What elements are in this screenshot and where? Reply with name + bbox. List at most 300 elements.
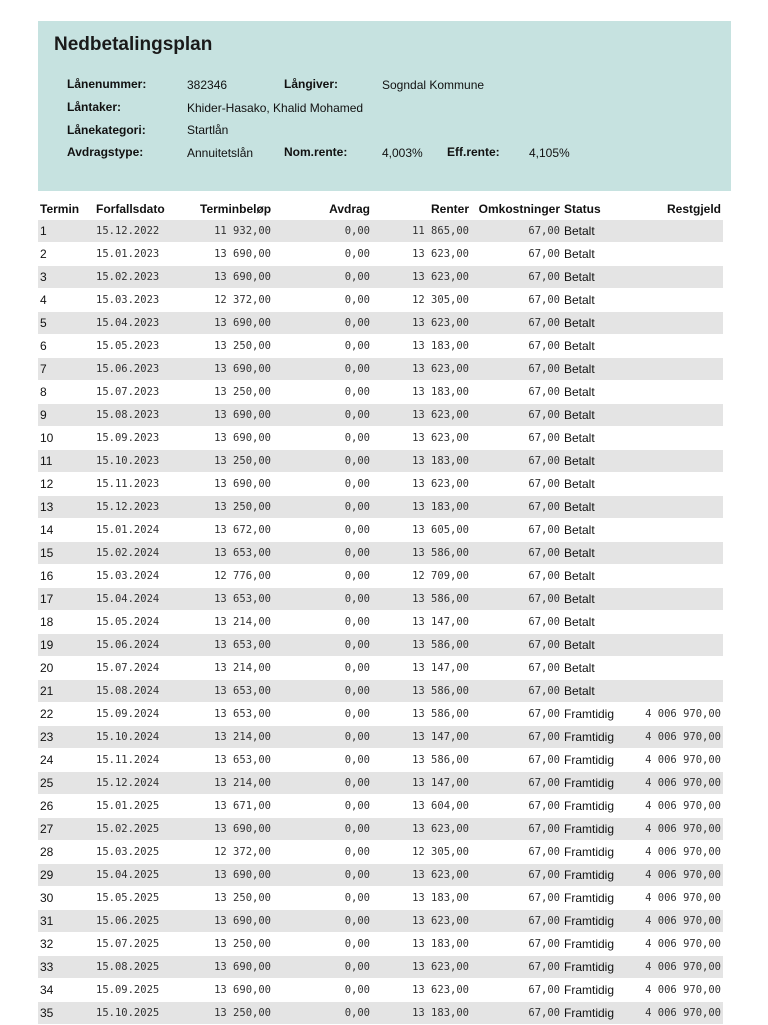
cell-termin: 29 <box>38 864 94 887</box>
cell-terminbelop: 13 214,00 <box>174 726 273 749</box>
cell-restgjeld <box>621 634 723 657</box>
cell-termin: 11 <box>38 450 94 473</box>
cell-terminbelop: 13 653,00 <box>174 680 273 703</box>
cell-avdrag: 0,00 <box>273 864 372 887</box>
page-title: Nedbetalingsplan <box>54 34 213 55</box>
table-row <box>38 519 723 542</box>
cell-status: Betalt <box>562 404 621 427</box>
cell-forfallsdato: 15.07.2024 <box>94 657 174 680</box>
cell-terminbelop: 13 653,00 <box>174 542 273 565</box>
cell-avdrag: 0,00 <box>273 841 372 864</box>
cell-avdrag: 0,00 <box>273 680 372 703</box>
cell-avdrag: 0,00 <box>273 220 372 243</box>
cell-termin: 35 <box>38 1002 94 1025</box>
cell-termin: 25 <box>38 772 94 795</box>
cell-status: Betalt <box>562 289 621 312</box>
cell-omkostninger: 67,00 <box>471 841 562 864</box>
cell-status: Framtidig <box>562 726 621 749</box>
cell-renter: 13 623,00 <box>372 243 471 266</box>
cell-restgjeld: 4 006 970,00 <box>621 910 723 933</box>
table-row <box>38 864 723 887</box>
cell-restgjeld: 4 006 970,00 <box>621 1002 723 1025</box>
cell-omkostninger: 67,00 <box>471 864 562 887</box>
cell-forfallsdato: 15.10.2024 <box>94 726 174 749</box>
cell-omkostninger: 67,00 <box>471 243 562 266</box>
cell-omkostninger: 67,00 <box>471 979 562 1002</box>
column-header-status: Status <box>564 202 601 216</box>
cell-restgjeld: 4 006 970,00 <box>621 841 723 864</box>
cell-forfallsdato: 15.01.2023 <box>94 243 174 266</box>
cell-omkostninger: 67,00 <box>471 772 562 795</box>
cell-omkostninger: 67,00 <box>471 427 562 450</box>
table-row <box>38 335 723 358</box>
cell-termin: 21 <box>38 680 94 703</box>
cell-restgjeld <box>621 565 723 588</box>
cell-status: Betalt <box>562 496 621 519</box>
installment-type-label: Avdragstype: <box>67 145 144 159</box>
table-row <box>38 910 723 933</box>
cell-status: Betalt <box>562 542 621 565</box>
cell-avdrag: 0,00 <box>273 749 372 772</box>
cell-forfallsdato: 15.05.2024 <box>94 611 174 634</box>
cell-status: Framtidig <box>562 979 621 1002</box>
cell-terminbelop: 13 690,00 <box>174 358 273 381</box>
table-row <box>38 243 723 266</box>
table-row <box>38 542 723 565</box>
cell-avdrag: 0,00 <box>273 657 372 680</box>
cell-restgjeld <box>621 427 723 450</box>
cell-terminbelop: 13 671,00 <box>174 795 273 818</box>
cell-forfallsdato: 15.08.2024 <box>94 680 174 703</box>
cell-terminbelop: 13 653,00 <box>174 749 273 772</box>
cell-forfallsdato: 15.06.2023 <box>94 358 174 381</box>
lender-label: Långiver: <box>284 77 339 91</box>
repayment-table <box>38 198 723 1025</box>
cell-renter: 12 305,00 <box>372 841 471 864</box>
cell-omkostninger: 67,00 <box>471 749 562 772</box>
borrower-label: Låntaker: <box>67 100 122 114</box>
cell-status: Betalt <box>562 473 621 496</box>
cell-terminbelop: 13 690,00 <box>174 266 273 289</box>
cell-termin: 8 <box>38 381 94 404</box>
cell-termin: 3 <box>38 266 94 289</box>
cell-termin: 14 <box>38 519 94 542</box>
table-row <box>38 611 723 634</box>
table-row <box>38 680 723 703</box>
cell-terminbelop: 12 372,00 <box>174 841 273 864</box>
cell-omkostninger: 67,00 <box>471 404 562 427</box>
table-row <box>38 979 723 1002</box>
cell-forfallsdato: 15.09.2023 <box>94 427 174 450</box>
table-row <box>38 1002 723 1025</box>
cell-avdrag: 0,00 <box>273 979 372 1002</box>
cell-omkostninger: 67,00 <box>471 910 562 933</box>
cell-omkostninger: 67,00 <box>471 657 562 680</box>
cell-avdrag: 0,00 <box>273 266 372 289</box>
cell-restgjeld <box>621 496 723 519</box>
table-row <box>38 473 723 496</box>
cell-termin: 26 <box>38 795 94 818</box>
cell-avdrag: 0,00 <box>273 565 372 588</box>
cell-terminbelop: 13 653,00 <box>174 588 273 611</box>
cell-forfallsdato: 15.08.2023 <box>94 404 174 427</box>
cell-restgjeld: 4 006 970,00 <box>621 818 723 841</box>
cell-forfallsdato: 15.01.2025 <box>94 795 174 818</box>
cell-renter: 13 147,00 <box>372 611 471 634</box>
cell-forfallsdato: 15.04.2025 <box>94 864 174 887</box>
cell-terminbelop: 13 250,00 <box>174 887 273 910</box>
table-row <box>38 312 723 335</box>
cell-omkostninger: 67,00 <box>471 450 562 473</box>
cell-forfallsdato: 15.08.2025 <box>94 956 174 979</box>
cell-renter: 13 623,00 <box>372 979 471 1002</box>
borrower-value: Khider-Hasako, Khalid Mohamed <box>187 101 364 115</box>
cell-restgjeld <box>621 312 723 335</box>
cell-forfallsdato: 15.01.2024 <box>94 519 174 542</box>
cell-status: Framtidig <box>562 749 621 772</box>
cell-restgjeld: 4 006 970,00 <box>621 772 723 795</box>
table-row <box>38 956 723 979</box>
cell-status: Betalt <box>562 519 621 542</box>
loan-category-value: Startlån <box>187 123 229 137</box>
loan-summary-panel <box>38 21 731 191</box>
cell-status: Betalt <box>562 680 621 703</box>
cell-termin: 10 <box>38 427 94 450</box>
cell-forfallsdato: 15.07.2025 <box>94 933 174 956</box>
table-row <box>38 266 723 289</box>
cell-avdrag: 0,00 <box>273 243 372 266</box>
cell-forfallsdato: 15.02.2023 <box>94 266 174 289</box>
cell-avdrag: 0,00 <box>273 588 372 611</box>
cell-terminbelop: 13 690,00 <box>174 910 273 933</box>
cell-status: Betalt <box>562 427 621 450</box>
table-row <box>38 772 723 795</box>
cell-status: Framtidig <box>562 864 621 887</box>
cell-restgjeld <box>621 266 723 289</box>
cell-restgjeld <box>621 220 723 243</box>
cell-status: Betalt <box>562 312 621 335</box>
table-header-row <box>38 198 723 220</box>
table-row <box>38 588 723 611</box>
cell-restgjeld <box>621 542 723 565</box>
cell-termin: 7 <box>38 358 94 381</box>
cell-avdrag: 0,00 <box>273 726 372 749</box>
cell-omkostninger: 67,00 <box>471 381 562 404</box>
cell-renter: 13 183,00 <box>372 496 471 519</box>
cell-restgjeld <box>621 611 723 634</box>
cell-terminbelop: 13 214,00 <box>174 657 273 680</box>
column-header-omkostninger: Omkostninger <box>478 202 560 216</box>
cell-status: Framtidig <box>562 703 621 726</box>
cell-termin: 34 <box>38 979 94 1002</box>
cell-forfallsdato: 15.02.2025 <box>94 818 174 841</box>
cell-status: Betalt <box>562 220 621 243</box>
cell-forfallsdato: 15.09.2024 <box>94 703 174 726</box>
cell-renter: 13 623,00 <box>372 956 471 979</box>
cell-terminbelop: 13 690,00 <box>174 312 273 335</box>
cell-avdrag: 0,00 <box>273 795 372 818</box>
table-row <box>38 634 723 657</box>
installment-type-value: Annuitetslån <box>187 146 254 160</box>
cell-forfallsdato: 15.05.2023 <box>94 335 174 358</box>
table-row <box>38 220 723 243</box>
cell-avdrag: 0,00 <box>273 611 372 634</box>
cell-avdrag: 0,00 <box>273 289 372 312</box>
cell-status: Framtidig <box>562 887 621 910</box>
cell-restgjeld <box>621 519 723 542</box>
cell-terminbelop: 13 690,00 <box>174 473 273 496</box>
cell-status: Framtidig <box>562 933 621 956</box>
cell-status: Framtidig <box>562 795 621 818</box>
nominal-rate-value: 4,003% <box>382 146 423 160</box>
effective-rate-label: Eff.rente: <box>447 145 500 159</box>
cell-renter: 13 183,00 <box>372 933 471 956</box>
cell-terminbelop: 13 690,00 <box>174 818 273 841</box>
cell-terminbelop: 13 690,00 <box>174 243 273 266</box>
cell-omkostninger: 67,00 <box>471 703 562 726</box>
cell-termin: 24 <box>38 749 94 772</box>
cell-termin: 13 <box>38 496 94 519</box>
cell-restgjeld <box>621 588 723 611</box>
cell-status: Betalt <box>562 565 621 588</box>
cell-termin: 1 <box>38 220 94 243</box>
table-row <box>38 496 723 519</box>
table-row <box>38 450 723 473</box>
cell-avdrag: 0,00 <box>273 703 372 726</box>
cell-restgjeld <box>621 358 723 381</box>
cell-renter: 13 147,00 <box>372 772 471 795</box>
cell-termin: 30 <box>38 887 94 910</box>
table-row <box>38 749 723 772</box>
table-row <box>38 381 723 404</box>
table-row <box>38 657 723 680</box>
cell-termin: 23 <box>38 726 94 749</box>
cell-omkostninger: 67,00 <box>471 634 562 657</box>
cell-status: Framtidig <box>562 841 621 864</box>
cell-omkostninger: 67,00 <box>471 542 562 565</box>
cell-terminbelop: 13 690,00 <box>174 404 273 427</box>
cell-restgjeld <box>621 335 723 358</box>
cell-forfallsdato: 15.10.2023 <box>94 450 174 473</box>
cell-status: Framtidig <box>562 772 621 795</box>
cell-termin: 9 <box>38 404 94 427</box>
table-row <box>38 818 723 841</box>
cell-omkostninger: 67,00 <box>471 795 562 818</box>
cell-renter: 12 709,00 <box>372 565 471 588</box>
cell-status: Framtidig <box>562 1002 621 1025</box>
cell-restgjeld <box>621 473 723 496</box>
loan-category-label: Lånekategori: <box>67 123 146 137</box>
cell-terminbelop: 13 672,00 <box>174 519 273 542</box>
cell-omkostninger: 67,00 <box>471 887 562 910</box>
cell-avdrag: 0,00 <box>273 818 372 841</box>
cell-terminbelop: 12 372,00 <box>174 289 273 312</box>
column-header-termin: Termin <box>40 202 80 216</box>
cell-terminbelop: 11 932,00 <box>174 220 273 243</box>
cell-avdrag: 0,00 <box>273 542 372 565</box>
cell-termin: 15 <box>38 542 94 565</box>
cell-restgjeld: 4 006 970,00 <box>621 795 723 818</box>
cell-status: Betalt <box>562 266 621 289</box>
cell-renter: 11 865,00 <box>372 220 471 243</box>
cell-restgjeld: 4 006 970,00 <box>621 864 723 887</box>
cell-forfallsdato: 15.04.2024 <box>94 588 174 611</box>
cell-omkostninger: 67,00 <box>471 818 562 841</box>
cell-restgjeld <box>621 680 723 703</box>
cell-status: Betalt <box>562 358 621 381</box>
table-row <box>38 289 723 312</box>
cell-termin: 17 <box>38 588 94 611</box>
cell-restgjeld <box>621 404 723 427</box>
cell-terminbelop: 13 690,00 <box>174 956 273 979</box>
table-row <box>38 795 723 818</box>
cell-omkostninger: 67,00 <box>471 933 562 956</box>
cell-forfallsdato: 15.03.2025 <box>94 841 174 864</box>
cell-avdrag: 0,00 <box>273 496 372 519</box>
cell-status: Framtidig <box>562 910 621 933</box>
effective-rate-value: 4,105% <box>529 146 570 160</box>
cell-restgjeld <box>621 243 723 266</box>
column-header-terminbelop: Terminbeløp <box>200 202 272 216</box>
table-row <box>38 703 723 726</box>
cell-termin: 2 <box>38 243 94 266</box>
cell-omkostninger: 67,00 <box>471 956 562 979</box>
cell-renter: 13 183,00 <box>372 887 471 910</box>
cell-restgjeld: 4 006 970,00 <box>621 979 723 1002</box>
cell-terminbelop: 13 250,00 <box>174 335 273 358</box>
cell-renter: 13 586,00 <box>372 542 471 565</box>
cell-omkostninger: 67,00 <box>471 358 562 381</box>
table-row <box>38 841 723 864</box>
cell-omkostninger: 67,00 <box>471 588 562 611</box>
table-row <box>38 726 723 749</box>
cell-renter: 13 586,00 <box>372 703 471 726</box>
cell-forfallsdato: 15.07.2023 <box>94 381 174 404</box>
cell-forfallsdato: 15.03.2023 <box>94 289 174 312</box>
cell-termin: 31 <box>38 910 94 933</box>
cell-avdrag: 0,00 <box>273 634 372 657</box>
column-header-forfallsdato: Forfallsdato <box>96 202 165 216</box>
cell-termin: 32 <box>38 933 94 956</box>
cell-renter: 13 623,00 <box>372 473 471 496</box>
cell-forfallsdato: 15.04.2023 <box>94 312 174 335</box>
cell-termin: 20 <box>38 657 94 680</box>
cell-terminbelop: 13 653,00 <box>174 703 273 726</box>
cell-restgjeld <box>621 381 723 404</box>
cell-omkostninger: 67,00 <box>471 1002 562 1025</box>
cell-avdrag: 0,00 <box>273 887 372 910</box>
cell-terminbelop: 12 776,00 <box>174 565 273 588</box>
cell-forfallsdato: 15.11.2023 <box>94 473 174 496</box>
cell-status: Framtidig <box>562 956 621 979</box>
cell-termin: 4 <box>38 289 94 312</box>
cell-termin: 28 <box>38 841 94 864</box>
cell-terminbelop: 13 250,00 <box>174 381 273 404</box>
cell-terminbelop: 13 690,00 <box>174 427 273 450</box>
cell-termin: 6 <box>38 335 94 358</box>
cell-status: Betalt <box>562 588 621 611</box>
cell-restgjeld: 4 006 970,00 <box>621 726 723 749</box>
cell-forfallsdato: 15.12.2024 <box>94 772 174 795</box>
lender-value: Sogndal Kommune <box>382 78 485 92</box>
cell-renter: 13 147,00 <box>372 726 471 749</box>
cell-omkostninger: 67,00 <box>471 565 562 588</box>
cell-omkostninger: 67,00 <box>471 289 562 312</box>
cell-avdrag: 0,00 <box>273 956 372 979</box>
cell-omkostninger: 67,00 <box>471 220 562 243</box>
cell-renter: 12 305,00 <box>372 289 471 312</box>
cell-avdrag: 0,00 <box>273 427 372 450</box>
cell-termin: 12 <box>38 473 94 496</box>
cell-termin: 18 <box>38 611 94 634</box>
cell-renter: 13 183,00 <box>372 381 471 404</box>
cell-forfallsdato: 15.12.2022 <box>94 220 174 243</box>
table-row <box>38 565 723 588</box>
cell-terminbelop: 13 690,00 <box>174 979 273 1002</box>
cell-avdrag: 0,00 <box>273 772 372 795</box>
cell-renter: 13 586,00 <box>372 634 471 657</box>
cell-forfallsdato: 15.02.2024 <box>94 542 174 565</box>
cell-omkostninger: 67,00 <box>471 496 562 519</box>
cell-forfallsdato: 15.10.2025 <box>94 1002 174 1025</box>
cell-termin: 22 <box>38 703 94 726</box>
cell-status: Betalt <box>562 335 621 358</box>
table-row <box>38 933 723 956</box>
cell-termin: 27 <box>38 818 94 841</box>
table-row <box>38 358 723 381</box>
cell-restgjeld <box>621 450 723 473</box>
cell-avdrag: 0,00 <box>273 358 372 381</box>
cell-renter: 13 605,00 <box>372 519 471 542</box>
cell-avdrag: 0,00 <box>273 450 372 473</box>
cell-forfallsdato: 15.03.2024 <box>94 565 174 588</box>
cell-renter: 13 183,00 <box>372 1002 471 1025</box>
cell-restgjeld <box>621 657 723 680</box>
cell-terminbelop: 13 250,00 <box>174 1002 273 1025</box>
cell-omkostninger: 67,00 <box>471 519 562 542</box>
cell-renter: 13 623,00 <box>372 358 471 381</box>
cell-renter: 13 586,00 <box>372 588 471 611</box>
cell-forfallsdato: 15.05.2025 <box>94 887 174 910</box>
cell-renter: 13 183,00 <box>372 335 471 358</box>
column-header-restgjeld: Restgjeld <box>666 202 721 216</box>
cell-avdrag: 0,00 <box>273 381 372 404</box>
cell-status: Betalt <box>562 381 621 404</box>
cell-renter: 13 623,00 <box>372 404 471 427</box>
cell-renter: 13 604,00 <box>372 795 471 818</box>
cell-omkostninger: 67,00 <box>471 473 562 496</box>
cell-avdrag: 0,00 <box>273 404 372 427</box>
cell-status: Betalt <box>562 611 621 634</box>
cell-omkostninger: 67,00 <box>471 266 562 289</box>
cell-status: Betalt <box>562 657 621 680</box>
cell-restgjeld: 4 006 970,00 <box>621 749 723 772</box>
cell-terminbelop: 13 690,00 <box>174 864 273 887</box>
column-header-avdrag: Avdrag <box>329 202 370 216</box>
cell-omkostninger: 67,00 <box>471 611 562 634</box>
cell-renter: 13 623,00 <box>372 818 471 841</box>
cell-termin: 16 <box>38 565 94 588</box>
cell-avdrag: 0,00 <box>273 910 372 933</box>
cell-avdrag: 0,00 <box>273 1002 372 1025</box>
cell-avdrag: 0,00 <box>273 473 372 496</box>
cell-termin: 19 <box>38 634 94 657</box>
cell-renter: 13 183,00 <box>372 450 471 473</box>
cell-terminbelop: 13 214,00 <box>174 611 273 634</box>
cell-terminbelop: 13 250,00 <box>174 450 273 473</box>
cell-restgjeld: 4 006 970,00 <box>621 887 723 910</box>
cell-forfallsdato: 15.06.2024 <box>94 634 174 657</box>
